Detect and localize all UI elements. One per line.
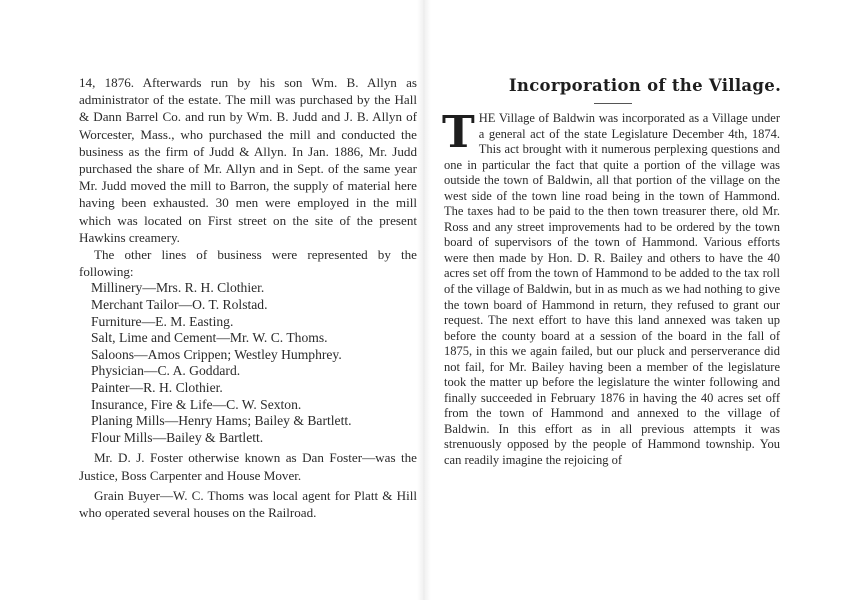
list-item: Millinery—Mrs. R. H. Clothier.: [91, 280, 265, 296]
incorporation-text: HE Village of Baldwin was incorporated as a Village under a general act of the state Legislature December 4th, 1874. This act brought with it numerous perplexing questions and one in particular the fact that quite a portion of the village was outside the town of Baldwin, all that portion of the village on the west side of the town line road being in the town of Hammond. The taxes had to be paid to the then town treasurer there, old Mr. Ross and any street improvements had to be ordered by the town board of supervisors of the town of Hammond. Various efforts were then made by Hon. D. R. Bailey and others to have the 40 acres set off from the town of Hammond to be added to the tax roll of the village of Baldwin, but in as much as we had nothing to give the town board of Hammond in return, they refused to grant our request. The next effort to have this land annexed was taken up before the county board at a session of the board in the fall of 1875, in this we again failed, but our pluck and perserverance did not fail, for Mr. Bailey having been a member of the legislature took the matter up before the legislature the winter following and finally succeeded in February 1876 in having the 40 acres set off from the town of Hammond and annexed to the village of Baldwin. In this effort as in all previous attempts it was strenuously opposed by the people of Hammond township. You can readily imagine the rejoicing of: [444, 111, 780, 468]
list-item: Physician—C. A. Goddard.: [91, 363, 241, 379]
list-item: Planing Mills—Henry Hams; Bailey & Bartlett.: [91, 413, 352, 429]
heading-rule: [594, 103, 632, 104]
foster-paragraph: Mr. D. J. Foster otherwise known as Dan Foster—was the Justice, Boss Carpenter and House Mover.: [79, 450, 417, 483]
list-item: Flour Mills—Bailey & Bartlett.: [91, 429, 264, 445]
mill-history-paragraph: 14, 1876. Afterwards run by his son Wm. B. Allyn as administrator of the estate. The mill was purchased by the Hall & Dann Barrel Co. and run by Wm. B. Judd and J. B. Allyn of Worcester, Mass., who purchased the mill and conducted the business as the firm of Judd & Allyn. In Jan. 1886, Mr. Judd purchased the share of Mr. Allyn and in Sept. of the same year Mr. Judd moved the mill to Barron, the supply of material here having been exhausted. 30 men were employed in the mill which was located on First street on the site of the present Hawkins creamery.: [79, 75, 417, 245]
list-item: Painter—R. H. Clothier.: [91, 380, 223, 395]
left-page: [0, 0, 420, 600]
list-item: Salt, Lime and Cement—Mr. W. C. Thoms.: [91, 330, 328, 346]
right-page: [428, 0, 849, 600]
list-item: Saloons—Amos Crippen; Westley Humphrey.: [91, 346, 342, 362]
list-item: Merchant Tailor—O. T. Rolstad.: [91, 297, 268, 313]
business-list: [79, 280, 417, 446]
right-column: [442, 107, 780, 469]
grain-buyer-paragraph: Grain Buyer—W. C. Thoms was local agent for Platt & Hill who operated several houses on the Railroad.: [79, 487, 417, 520]
list-item: Insurance, Fire & Life—C. W. Sexton.: [91, 396, 302, 412]
section-heading: Incorporation of the Village.: [508, 76, 782, 95]
business-intro-paragraph: The other lines of business were represented by the following:: [79, 247, 417, 280]
left-column: [79, 74, 417, 521]
drop-cap: T: [442, 107, 475, 158]
incorporation-paragraph: [442, 107, 780, 469]
list-item: Furniture—E. M. Easting.: [91, 313, 234, 329]
